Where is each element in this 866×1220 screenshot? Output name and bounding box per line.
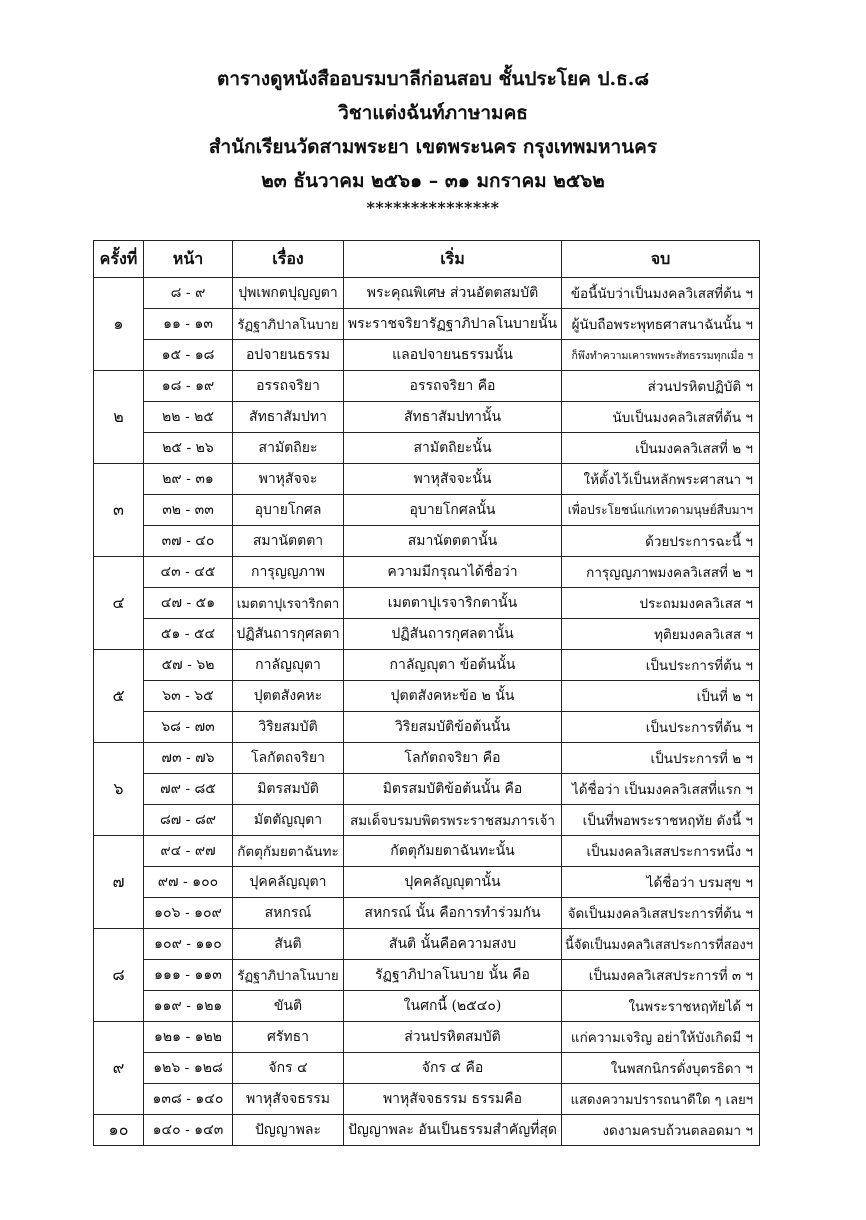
end-text-cell: แก่ความเจริญ อย่าให้บังเกิดมี ฯ — [562, 1022, 760, 1053]
table-row — [94, 712, 760, 743]
topic-cell: กัตตุกัมยตาฉันทะ — [233, 836, 344, 867]
pages-cell: ๑๒๖ - ๑๒๘ — [144, 1053, 233, 1084]
topic-cell: มัตตัญญุตา — [233, 805, 344, 836]
topic-cell: ปุพเพกตปุญญตา — [233, 278, 344, 309]
end-text-cell: ข้อนี้นับว่าเป็นมงคลวิเสสที่ต้น ฯ — [562, 278, 760, 309]
end-text-cell: จัดเป็นมงคลวิเสสประการที่ต้น ฯ — [562, 898, 760, 929]
document-title: ตารางดูหนังสืออบรมบาลีก่อนสอบ ชั้นประโยค ป.ธ.๘ — [216, 68, 650, 90]
end-text-cell: ประถมมงคลวิเสส ฯ — [562, 588, 760, 619]
pages-cell: ๓๗ - ๔๐ — [144, 526, 233, 557]
pages-cell: ๘ - ๙ — [144, 278, 233, 309]
round-number-cell: ๑๐ — [94, 1115, 144, 1146]
start-text-cell: ปฏิสันถารกุศลตานั้น — [344, 619, 562, 650]
end-text-cell: ด้วยประการฉะนี้ ฯ — [562, 526, 760, 557]
topic-cell: ปุคคลัญญุตา — [233, 867, 344, 898]
table-body — [94, 278, 760, 1146]
pages-cell: ๑๑๙ - ๑๒๑ — [144, 991, 233, 1022]
subject-line: วิชาแต่งฉันท์ภาษามคธ — [338, 102, 528, 124]
table-row — [94, 743, 760, 774]
round-number-cell: ๘ — [94, 929, 144, 1022]
start-text-cell: กาลัญญุตา ข้อต้นนั้น — [344, 650, 562, 681]
topic-cell: จักร ๔ — [233, 1053, 344, 1084]
pages-cell: ๑๓๘ - ๑๔๐ — [144, 1084, 233, 1115]
start-text-cell: สมานัตตตานั้น — [344, 526, 562, 557]
topic-cell: วิริยสมบัติ — [233, 712, 344, 743]
start-text-cell: มิตรสมบัติข้อต้นนั้น คือ — [344, 774, 562, 805]
separator-line: *************** — [366, 198, 500, 217]
table-row — [94, 1115, 760, 1146]
end-text-cell: เป็นที่พอพระราชหฤทัย ดังนี้ ฯ — [562, 805, 760, 836]
table-row — [94, 495, 760, 526]
pages-cell: ๖๓ - ๖๕ — [144, 681, 233, 712]
table-row — [94, 681, 760, 712]
table-row — [94, 309, 760, 340]
table-row — [94, 1084, 760, 1115]
pages-cell: ๔๓ - ๔๕ — [144, 557, 233, 588]
column-header-topic: เรื่อง — [233, 241, 344, 278]
start-text-cell: วิริยสมบัติข้อต้นนั้น — [344, 712, 562, 743]
pages-cell: ๘๗ - ๘๙ — [144, 805, 233, 836]
topic-cell: สัทธาสัมปทา — [233, 402, 344, 433]
end-text-cell: ให้ตั้งไว้เป็นหลักพระศาสนา ฯ — [562, 464, 760, 495]
topic-cell: สมานัตตตา — [233, 526, 344, 557]
topic-cell: รัฏฐาภิปาลโนบาย — [233, 960, 344, 991]
topic-cell: พาหุสัจจธรรม — [233, 1084, 344, 1115]
pages-cell: ๗๙ - ๘๕ — [144, 774, 233, 805]
pages-cell: ๕๗ - ๖๒ — [144, 650, 233, 681]
start-text-cell: สหกรณ์ นั้น คือการทำร่วมกัน — [344, 898, 562, 929]
pages-cell: ๓๒ - ๓๓ — [144, 495, 233, 526]
topic-cell: รัฏฐาภิปาลโนบาย — [233, 309, 344, 340]
start-text-cell: ปุตตสังคหะข้อ ๒ นั้น — [344, 681, 562, 712]
pages-cell: ๑๒๑ - ๑๒๒ — [144, 1022, 233, 1053]
table-row — [94, 867, 760, 898]
column-header-round: ครั้งที่ — [94, 241, 144, 278]
table-row — [94, 1053, 760, 1084]
topic-cell: ศรัทธา — [233, 1022, 344, 1053]
end-text-cell: เป็นประการที่ ๒ ฯ — [562, 743, 760, 774]
table-row — [94, 991, 760, 1022]
start-text-cell: สันติ นั้นคือความสงบ — [344, 929, 562, 960]
pages-cell: ๙๔ - ๙๗ — [144, 836, 233, 867]
end-text-cell: เป็นมงคลวิเสสประการหนึ่ง ฯ — [562, 836, 760, 867]
round-number-cell: ๓ — [94, 464, 144, 557]
start-text-cell: พระราชจริยารัฏฐาภิปาลโนบายนั้น — [344, 309, 562, 340]
end-text-cell: ก็พึงทำความเคารพพระสัทธรรมทุกเมื่อ ฯ — [562, 340, 760, 371]
start-text-cell: ปุคคลัญญุตานั้น — [344, 867, 562, 898]
start-text-cell: ความมีกรุณาได้ชื่อว่า — [344, 557, 562, 588]
end-text-cell: ส่วนปรหิตปฏิบัติ ฯ — [562, 371, 760, 402]
start-text-cell: ส่วนปรหิตสมบัติ — [344, 1022, 562, 1053]
table-row — [94, 619, 760, 650]
end-text-cell: เป็นประการที่ต้น ฯ — [562, 650, 760, 681]
table-row — [94, 340, 760, 371]
start-text-cell: กัตตุกัมยตาฉันทะนั้น — [344, 836, 562, 867]
round-number-cell: ๒ — [94, 371, 144, 464]
pages-cell: ๑๑๑ - ๑๑๓ — [144, 960, 233, 991]
table-row — [94, 929, 760, 960]
start-text-cell: สามัตถิยะนั้น — [344, 433, 562, 464]
pages-cell: ๕๑ - ๕๔ — [144, 619, 233, 650]
table-row — [94, 960, 760, 991]
topic-cell: พาหุสัจจะ — [233, 464, 344, 495]
topic-cell: อุบายโกศล — [233, 495, 344, 526]
round-number-cell: ๕ — [94, 650, 144, 743]
table-row — [94, 278, 760, 309]
table-row — [94, 650, 760, 681]
start-text-cell: ปัญญาพละ อันเป็นธรรมสำคัญที่สุด — [344, 1115, 562, 1146]
institution-line: สำนักเรียนวัดสามพระยา เขตพระนคร กรุงเทพมหานคร — [208, 136, 658, 158]
end-text-cell: เพื่อประโยชน์แก่เทวดามนุษย์สืบมาฯ — [562, 495, 760, 526]
end-text-cell: ผู้นับถือพระพุทธศาสนาฉันนั้น ฯ — [562, 309, 760, 340]
topic-cell: เมตตาปุเรจาริกตา — [233, 588, 344, 619]
topic-cell: มิตรสมบัติ — [233, 774, 344, 805]
table-row — [94, 1022, 760, 1053]
column-header-end: จบ — [562, 241, 760, 278]
pages-cell: ๙๗ - ๑๐๐ — [144, 867, 233, 898]
study-schedule-table — [93, 240, 760, 1146]
start-text-cell: พระคุณพิเศษ ส่วนอัตตสมบัติ — [344, 278, 562, 309]
table-row — [94, 371, 760, 402]
topic-cell: ปัญญาพละ — [233, 1115, 344, 1146]
topic-cell: อปจายนธรรม — [233, 340, 344, 371]
end-text-cell: เป็นที่ ๒ ฯ — [562, 681, 760, 712]
round-number-cell: ๗ — [94, 836, 144, 929]
topic-cell: ขันติ — [233, 991, 344, 1022]
table-row — [94, 836, 760, 867]
end-text-cell: ในพสกนิกรดั่งบุตรธิดา ฯ — [562, 1053, 760, 1084]
pages-cell: ๑๘ - ๑๙ — [144, 371, 233, 402]
end-text-cell: นี้จัดเป็นมงคลวิเสสประการที่สองฯ — [562, 929, 760, 960]
topic-cell: อรรถจริยา — [233, 371, 344, 402]
end-text-cell: งดงามครบถ้วนตลอดมา ฯ — [562, 1115, 760, 1146]
table-row — [94, 526, 760, 557]
table-header-row — [94, 241, 760, 278]
topic-cell: สหกรณ์ — [233, 898, 344, 929]
topic-cell: สันติ — [233, 929, 344, 960]
pages-cell: ๒๒ - ๒๕ — [144, 402, 233, 433]
end-text-cell: ได้ชื่อว่า บรมสุข ฯ — [562, 867, 760, 898]
topic-cell: ปุตตสังคหะ — [233, 681, 344, 712]
start-text-cell: พาหุสัจจะนั้น — [344, 464, 562, 495]
pages-cell: ๔๗ - ๕๑ — [144, 588, 233, 619]
end-text-cell: การุญญภาพมงคลวิเสสที่ ๒ ฯ — [562, 557, 760, 588]
end-text-cell: เป็นมงคลวิเสสประการที่ ๓ ฯ — [562, 960, 760, 991]
start-text-cell: อรรถจริยา คือ — [344, 371, 562, 402]
pages-cell: ๒๙ - ๓๑ — [144, 464, 233, 495]
start-text-cell: เมตตาปุเรจาริกตานั้น — [344, 588, 562, 619]
table-row — [94, 805, 760, 836]
start-text-cell: จักร ๔ คือ — [344, 1053, 562, 1084]
start-text-cell: สัทธาสัมปทานั้น — [344, 402, 562, 433]
start-text-cell: สมเด็จบรมบพิตรพระราชสมภารเจ้า — [344, 805, 562, 836]
pages-cell: ๒๕ - ๒๖ — [144, 433, 233, 464]
topic-cell: กาลัญญุตา — [233, 650, 344, 681]
table-row — [94, 774, 760, 805]
topic-cell: สามัตถิยะ — [233, 433, 344, 464]
pages-cell: ๑๔๐ - ๑๔๓ — [144, 1115, 233, 1146]
round-number-cell: ๔ — [94, 557, 144, 650]
pages-cell: ๑๐๖ - ๑๐๙ — [144, 898, 233, 929]
start-text-cell: แลอปจายนธรรมนั้น — [344, 340, 562, 371]
end-text-cell: เป็นมงคลวิเสสที่ ๒ ฯ — [562, 433, 760, 464]
table-row — [94, 588, 760, 619]
end-text-cell: ในพระราชหฤทัยได้ ฯ — [562, 991, 760, 1022]
end-text-cell: เป็นประการที่ต้น ฯ — [562, 712, 760, 743]
start-text-cell: อุบายโกศลนั้น — [344, 495, 562, 526]
topic-cell: โลกัตถจริยา — [233, 743, 344, 774]
end-text-cell: ทุติยมงคลวิเสส ฯ — [562, 619, 760, 650]
column-header-start: เริ่ม — [344, 241, 562, 278]
start-text-cell: พาหุสัจจธรรม ธรรมคือ — [344, 1084, 562, 1115]
table-row — [94, 898, 760, 929]
table-row — [94, 402, 760, 433]
pages-cell: ๗๓ - ๗๖ — [144, 743, 233, 774]
table-row — [94, 433, 760, 464]
end-text-cell: แสดงความปรารถนาดีใด ๆ เลยฯ — [562, 1084, 760, 1115]
topic-cell: การุญญภาพ — [233, 557, 344, 588]
pages-cell: ๖๘ - ๗๓ — [144, 712, 233, 743]
date-range: ๒๓ ธันวาคม ๒๕๖๑ – ๓๑ มกราคม ๒๕๖๒ — [261, 170, 605, 192]
document-header — [0, 62, 866, 218]
end-text-cell: ได้ชื่อว่า เป็นมงคลวิเสสที่แรก ฯ — [562, 774, 760, 805]
topic-cell: ปฏิสันถารกุศลตา — [233, 619, 344, 650]
start-text-cell: รัฏฐาภิปาลโนบาย นั้น คือ — [344, 960, 562, 991]
round-number-cell: ๖ — [94, 743, 144, 836]
column-header-pages: หน้า — [144, 241, 233, 278]
pages-cell: ๑๕ - ๑๘ — [144, 340, 233, 371]
table-row — [94, 557, 760, 588]
pages-cell: ๑๑ - ๑๓ — [144, 309, 233, 340]
start-text-cell: โลกัตถจริยา คือ — [344, 743, 562, 774]
table-row — [94, 464, 760, 495]
round-number-cell: ๙ — [94, 1022, 144, 1115]
start-text-cell: ในศกนี้ (๒๕๔๐) — [344, 991, 562, 1022]
pages-cell: ๑๐๙ - ๑๑๐ — [144, 929, 233, 960]
end-text-cell: นับเป็นมงคลวิเสสที่ต้น ฯ — [562, 402, 760, 433]
round-number-cell: ๑ — [94, 278, 144, 371]
